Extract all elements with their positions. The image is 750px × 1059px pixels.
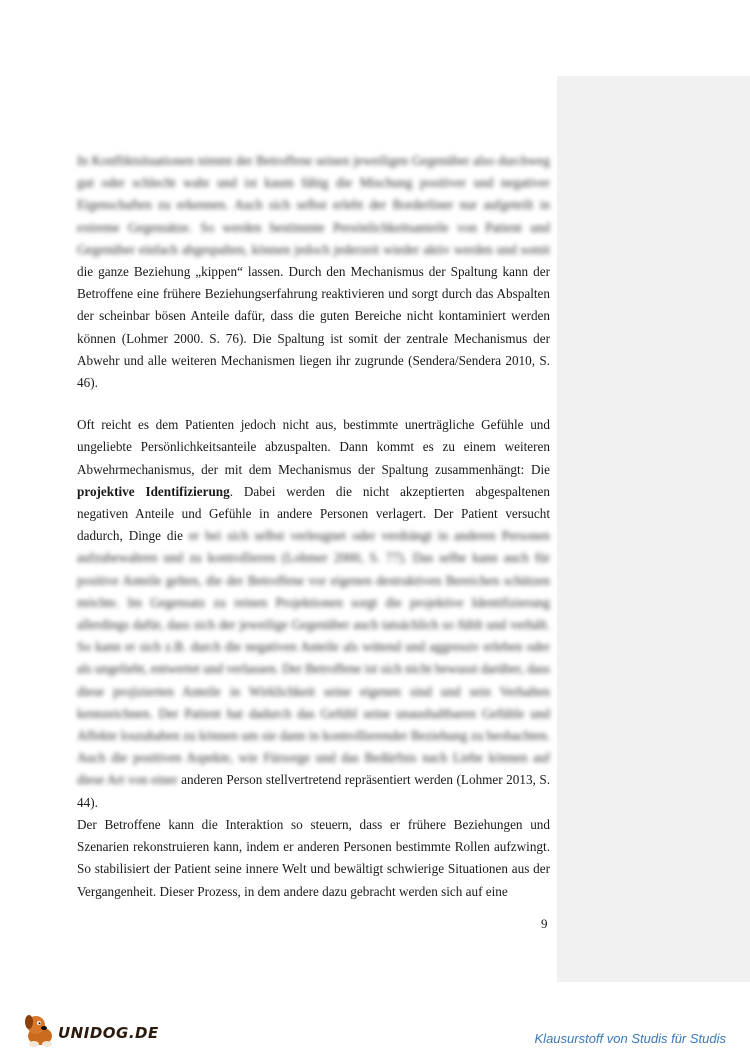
paragraph-2-continued: . Dabei werden die nicht akzeptierten abgespaltenen negativen Anteile und Gefühle in andere Personen verlagert. Der Patient versucht dadurch, Dinge die — [77, 483, 551, 544]
unidog-logo[interactable] — [20, 1010, 160, 1050]
term-projektive-identifizierung: projektive Identifizierung — [77, 483, 230, 499]
logo-text: UNIDOG.DE — [58, 1024, 159, 1042]
blurred-text: er bei sich selbst verleugnet oder verdrängt in anderen Personen aufzubewahren und zu kontrollieren (Lohmer 2000, S. 77). Das selbe kann auch für positive Anteile gelten, die der Betroffene vor eigenen destruktiven Bereichen schützen möchte. Im Gegensatz zu reinen Projektionen sorgt die projektive Identifizierung allerdings dafür, dass sich der jeweilige Gegenüber auch tatsächlich so fühlt und verhält. So kann er sich z.B. durch die negativen Anteile als wütend und aggressiv erleben oder als ungeliebt, entwertet und verlassen. Der Betroffene ist sich nicht bewusst darüber, dass diese projizierten Anteile in Wirklichkeit seine eigenen sind und sein Verhalten kennzeichnen. Der Patient hat dadurch das Gefühl seine unaushaltbaren Gefühle und Affekte loszuhaben zu können um sie dann in kontrollierender Beziehung zu beobachten. Auch die positiven Aspekte, wie Fürsorge und das Bedürfnis nach Liebe können auf diese Art von einer — [77, 528, 551, 788]
paragraph-3: Der Betroffene kann die Interaktion so steuern, dass er frühere Beziehungen und Szenarien rekonstruieren kann, indem er anderen Personen bestimmte Rollen aufzwingt. So stabilisiert der Patient seine innere Welt und bewältigt schwierige Situationen aus der Vergangenheit. Dieser Prozess, in dem andere dazu gebracht werden sich auf eine — [77, 816, 550, 899]
footer-tagline: Klausurstoff von Studis für Studis — [534, 1031, 726, 1046]
paragraph-1-visible: die ganze Beziehung „kippen“ lassen. Durch den Mechanismus der Spaltung kann der Betroffene eine frühere Beziehungserfahrung reaktivieren und sorgt durch das Abspalten der scheinbar bösen Anteile dafür, dass die guten Bereiche nicht kontaminiert werden können (Lohmer 2000. S. 76). Die Spaltung ist somit der zentrale Mechanismus der Abwehr und alle weiteren Mechanismen liegen ihr zugrunde (Sendera/Sendera 2010, S. 46). — [77, 264, 550, 391]
paragraph-2 — [77, 414, 550, 814]
dog-mascot-icon — [20, 1010, 60, 1050]
blurred-text: In Konfliktsituationen nimmt der Betroffene seinen jeweiligen Gegenüber also durchweg gut oder schlecht wahr und ist kaum fähig die Mischung positiver und negativer Eigenschaften zu erkennen. Auch sich selbst erlebt der Borderliner nur aufgeteilt in extreme Gegensätze. So werden bestimmte Persönlichkeitsanteile von Patient und Gegenüber einfach abgespalten, können jedoch jederzeit wieder aktiv werden und somit — [77, 153, 550, 257]
paragraph-1 — [77, 150, 550, 394]
comment-margin-panel — [557, 76, 750, 982]
document-body — [77, 150, 550, 903]
paragraph-2-end: anderen Person stellvertretend repräsentiert werden (Lohmer 2013, S. 44). — [77, 772, 550, 810]
paragraph-2-start: Oft reicht es dem Patienten jedoch nicht aus, bestimmte unerträgliche Gefühle und ungeliebte Persönlichkeitsanteile abzuspalten. Dann kommt es zu einem weiteren Abwehrmechanismus, der mit dem Mechanismus der Spaltung zusammenhängt: Die — [77, 417, 550, 477]
page-number: 9 — [541, 916, 548, 931]
